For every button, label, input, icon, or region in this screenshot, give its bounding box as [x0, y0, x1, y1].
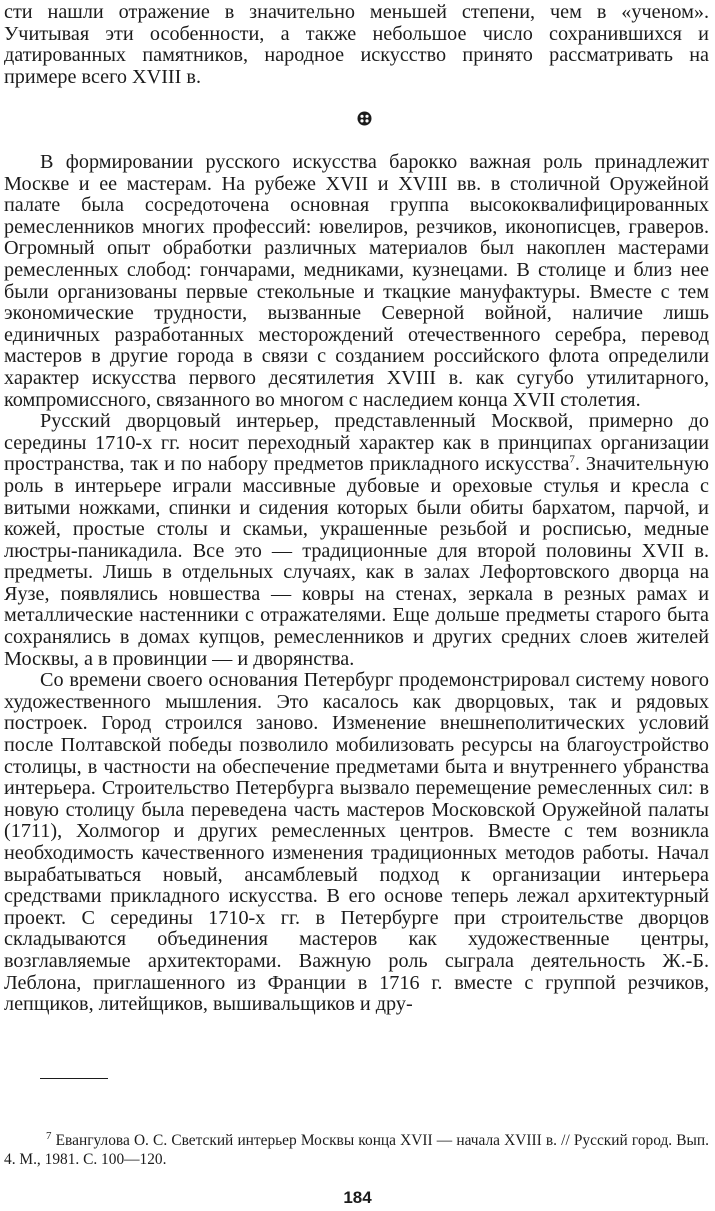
footnote-reference[interactable]: 7: [569, 453, 575, 466]
footnote-divider: [40, 1078, 108, 1079]
page-number: 184: [343, 1188, 372, 1207]
intro-paragraph-tail: [4, 2, 709, 88]
footnote-text: Евангулова О. С. Светский интерьер Москвы конца XVII — начала XVIII в. // Русский город. Вып. 4. М., 1981. С. 100—120.: [4, 1132, 709, 1168]
paragraph-interior-end: . Значительную роль в интерьере играли массивные дубовые и ореховые стулья и кресла с витыми ножками, спинки и сидения которых были обиты бархатом, парчой, и кожей, простые столы и скамьи, украшенные резьбой и росписью, медные люстры-паникадила. Все это — традиционные для второй половины XVII в. предметы. Лишь в отдельных случаях, как в залах Лефортовского дворца на Яузе, появлялись новшества — ковры на стенах, зеркала в резных рамах и металлические настенники с отражателями. Еще дольше предметы старого быта сохранялись в домах купцов, ремесленников и других средних слоев жителей Москвы, а в провинции — и дворянства.: [4, 453, 709, 670]
floral-ornament-icon: [357, 111, 372, 126]
paragraph-petersburg: Со времени своего основания Петербург продемонстрировал систему нового художественного мышления. Это касалось как дворцовых, так и рядовых построек. Город строился заново. Изменение внешнеполитических условий после Полтавской победы позволило мобилизовать ресурсы на благоустройство столицы, в частности на обеспечение предметами быта и внутреннего убранства интерьера. Строительство Петербурга вызвало перемещение ремесленных сил: в новую столицу была переведена часть мастеров Московской Оружейной палаты (1711), Холмогор и других ремесленных центров. Вместе с тем возникла необходимость качественного изменения традиционных методов работы. Начал вырабатываться новый, ансамблевый подход к организации интерьера средствами прикладного искусства. В его основе теперь лежал архитектурный проект. С середины 1710-х гг. в Петербурге при строительстве дворцов складываются объединения мастеров как художественные центры, возглавляемые архитекторами. Важную роль сыграла деятельность Ж.-Б. Леблона, приглашенного из Франции в 1716 г. вместе с группой резчиков, лепщиков, литейщиков, вышивальщиков и дру-: [4, 669, 709, 1016]
intro-text: сти нашли отражение в значительно меньшей степени, чем в «ученом». Учитывая эти особенности, а также небольшое число сохранившихся и датированных памятников, народное искусство принято рассматривать на примере всего XVIII в.: [4, 1, 709, 88]
main-text: [4, 152, 709, 1016]
paragraph-interior: [4, 411, 709, 670]
paragraph-moscow: В формировании русского искусства барокко важная роль принадлежит Москве и ее мастерам. На рубеже XVII и XVIII вв. в столичной Оружейной палате была сосредоточена основная группа высококвалифицированных ремесленников многих профессий: ювелиров, резчиков, иконописцев, граверов. Огромный опыт обработки различных материалов был накоплен мастерами ремесленных слобод: гончарами, медниками, кузнецами. В столице и близ нее были организованы первые стекольные и ткацкие мануфактуры. Вместе с тем экономические трудности, вызванные Северной войной, наличие лишь единичных разработанных месторождений отечественного серебра, перевод мастеров в другие города в связи с созданием российского флота определили характер искусства первого десятилетия XVIII в. как сугубо утилитарного, компромиссного, связанного во многом с наследием конца XVII столетия.: [4, 151, 709, 411]
footnote: [4, 1131, 709, 1169]
footnote-entry: [4, 1131, 709, 1169]
footnote-number: 7: [46, 1129, 52, 1142]
paragraph-interior-start: Русский дворцовый интерьер, представленный Москвой, примерно до середины 1710-х гг. носит переходный характер как в принципах организации пространства, так и по набору предметов прикладного искусства: [4, 410, 709, 476]
